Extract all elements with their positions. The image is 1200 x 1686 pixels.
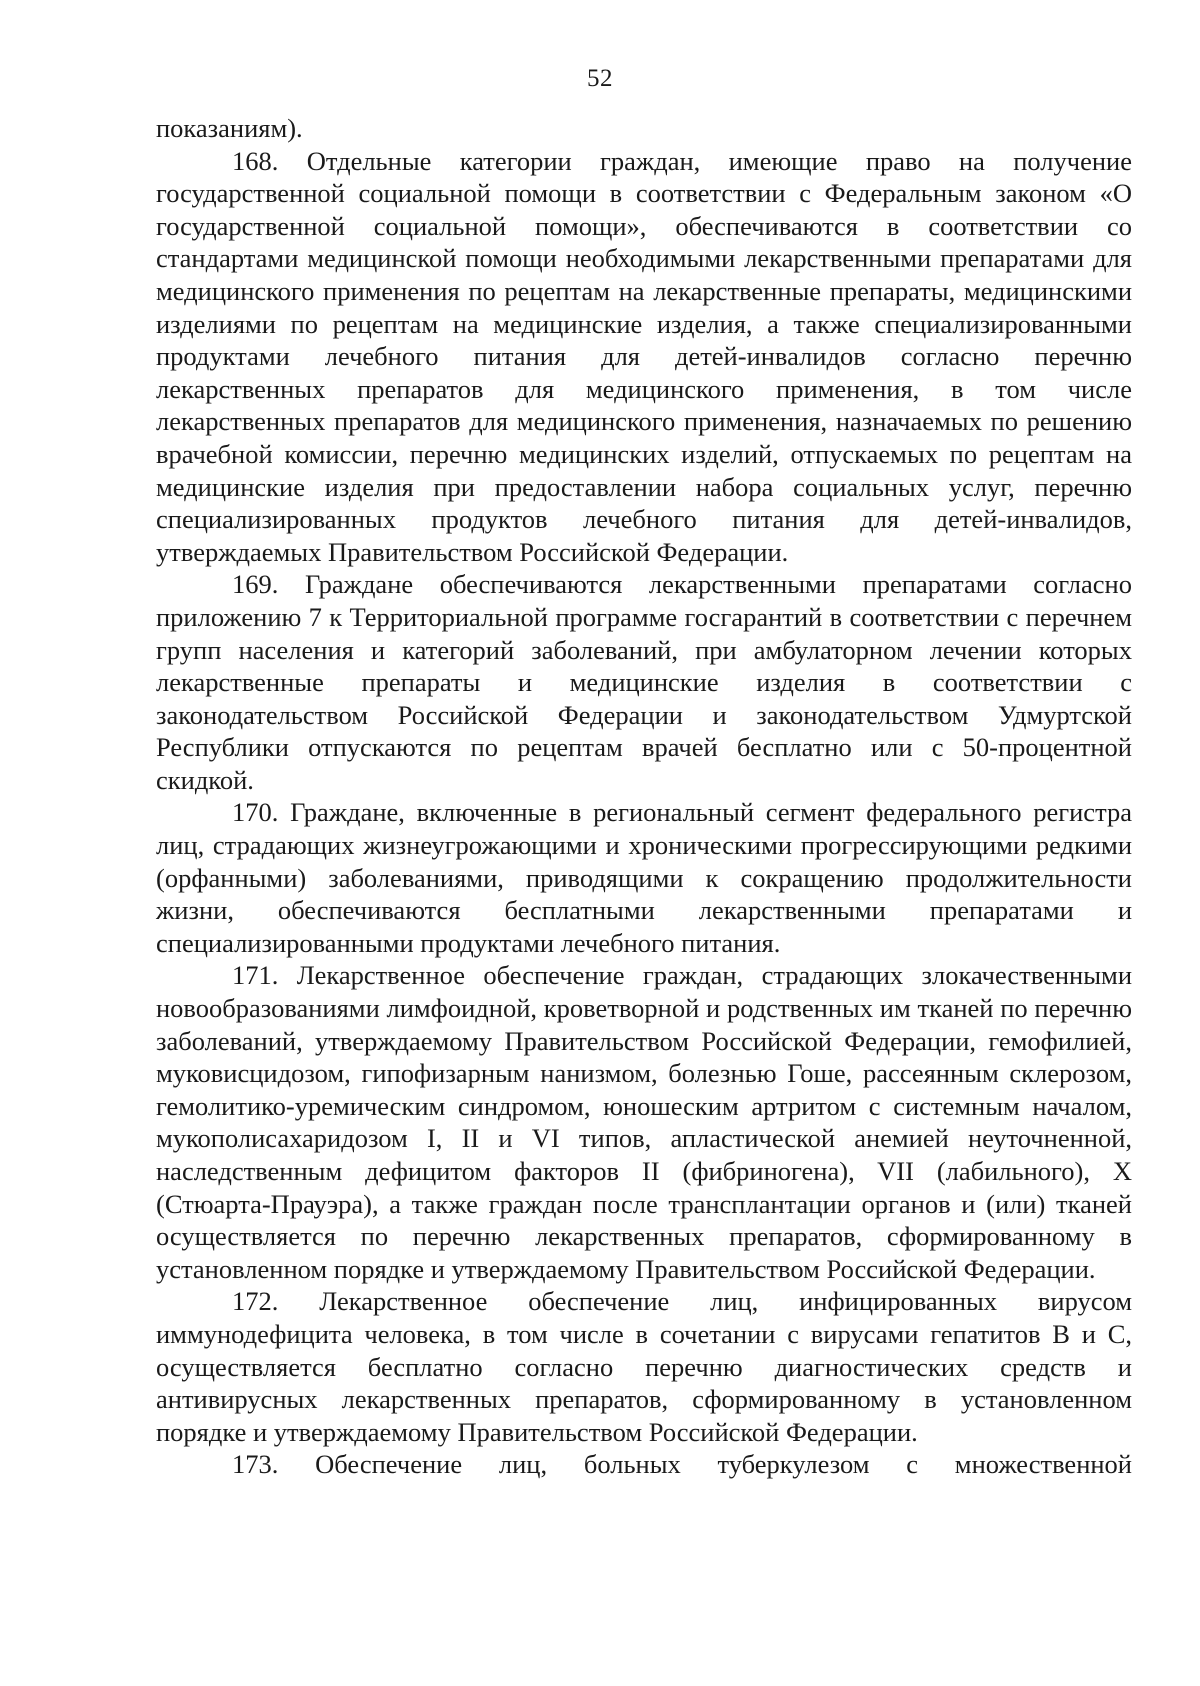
paragraph-170: 170. Граждане, включенные в региональный сегмент федерального регистра лиц, страдающих жизнеугрожающими и хроническими прогрессирующими редкими (орфанными) заболеваниями, приводящими к сокращению продолжительности жизни, обеспечиваются бесплатными лекарственными препаратами и специализированными продуктами лечебного питания. (156, 797, 1132, 958)
paragraph-173: 173. Обеспечение лиц, больных туберкулезом с множественной (232, 1449, 1132, 1480)
document-body (156, 112, 1132, 1481)
page-number: 52 (587, 65, 613, 92)
paragraph-continuation: показаниям). (156, 113, 303, 143)
paragraph-172: 172. Лекарственное обеспечение лиц, инфицированных вирусом иммунодефицита человека, в том числе в сочетании с вирусами гепатитов B и C, осуществляется бесплатно согласно перечню диагностических средств и антивирусных лекарственных препаратов, сформированному в установленном порядке и утверждаемому Правительством Российской Федерации. (156, 1286, 1132, 1447)
paragraph-171: 171. Лекарственное обеспечение граждан, страдающих злокачественными новообразованиями лимфоидной, кроветворной и родственных им тканей по перечню заболеваний, утверждаемому Правительством Российской Федерации, гемофилией, муковисцидозом, гипофизарным нанизмом, болезнью Гоше, рассеянным склерозом, гемолитико-уремическим синдромом, юношеским артритом с системным началом, мукополисахаридозом I, II и VI типов, апластической анемией неуточненной, наследственным дефицитом факторов II (фибриногена), VII (лабильного), X (Стюарта-Прауэра), а также граждан после трансплантации органов и (или) тканей осуществляется по перечню лекарственных препаратов, сформированному в установленном порядке и утверждаемому Правительством Российской Федерации. (156, 960, 1132, 1284)
paragraph-168: 168. Отдельные категории граждан, имеющие право на получение государственной социальной помощи в соответствии с Федеральным законом «О государственной социальной помощи», обеспечиваются в соответствии со стандартами медицинской помощи необходимыми лекарственными препаратами для медицинского применения по рецептам на лекарственные препараты, медицинскими изделиями по рецептам на медицинские изделия, а также специализированными продуктами лечебного питания для детей-инвалидов согласно перечню лекарственных препаратов для медицинского применения, в том числе лекарственных препаратов для медицинского применения, назначаемых по решению врачебной комиссии, перечню медицинских изделий, отпускаемых по рецептам на медицинские изделия при предоставлении набора социальных услуг, перечню специализированных продуктов лечебного питания для детей-инвалидов, утверждаемых Правительством Российской Федерации. (156, 145, 1132, 567)
paragraph-169: 169. Граждане обеспечиваются лекарственными препаратами согласно приложению 7 к Территориальной программе госгарантий в соответствии с перечнем групп населения и категорий заболеваний, при амбулаторном лечении которых лекарственные препараты и медицинские изделия в соответствии с законодательством Российской Федерации и законодательством Удмуртской Республики отпускаются по рецептам врачей бесплатно или с 50-процентной скидкой. (156, 569, 1132, 795)
